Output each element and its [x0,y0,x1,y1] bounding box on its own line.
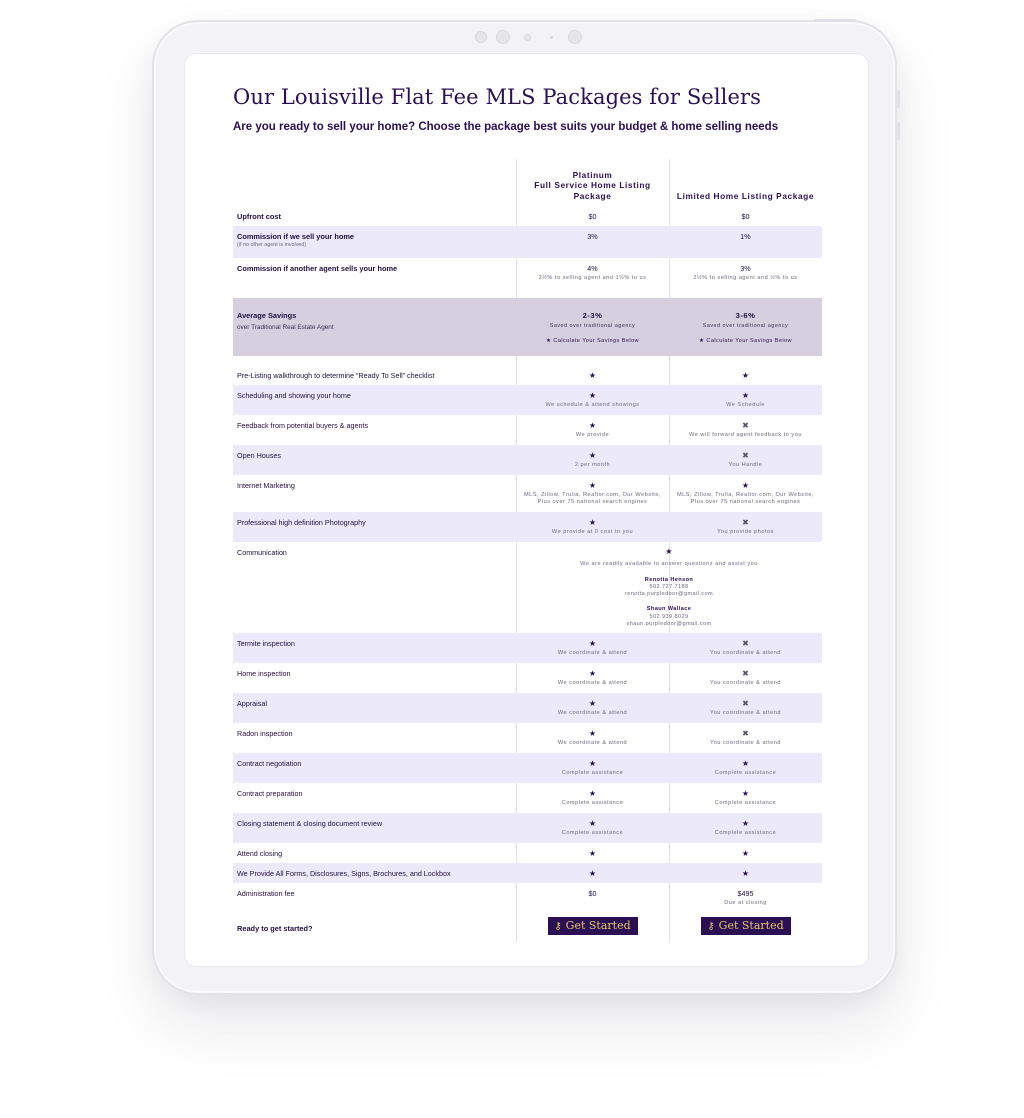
row-label: Internet Marketing [237,481,295,490]
table-row: Feedback from potential buyers & agents ★ We provide ✖ We will forward agent feedback to you [233,415,822,445]
contact-email[interactable]: shaun.purpledoor@gmail.com [626,620,712,627]
x-icon: ✖ [742,639,749,648]
calculate-savings-link[interactable]: ★ Calculate Your Savings Below [699,338,792,345]
star-icon: ★ [588,869,597,878]
star-icon: ★ [588,451,597,460]
star-icon: ★ [588,759,597,768]
x-icon: ✖ [742,421,749,430]
row-label: Contract preparation [237,789,303,798]
communication-row [233,542,822,633]
key-icon: ⚷ [707,921,715,932]
row-label: Average Savings over Traditional Real Estate Agent [237,311,334,332]
cell-value: 4% 2½% to selling agent and 1½% to us [538,264,647,281]
table-row [233,258,822,298]
row-label: Administration fee [237,889,295,898]
x-icon: ✖ [742,729,749,738]
table-row [233,883,822,912]
row-label: Pre-Listing walkthrough to determine “Ready To Sell” checklist [237,371,435,380]
table-row: Closing statement & closing document review ★ Complete assistance ★ Complete assistance [233,813,822,843]
cell-value: $0 [588,212,597,221]
table-header-row [233,159,822,206]
packages-table [233,159,822,942]
tablet-sensor-dot [496,30,510,44]
table-row [233,365,822,385]
star-icon: ★ [588,518,597,527]
tablet-side-button [897,122,900,140]
row-label: Closing statement & closing document review [237,819,383,828]
star-icon: ★ [741,869,750,878]
cta-row [233,912,822,942]
tablet-sensor-dot [568,30,582,44]
table-row: Scheduling and showing your home ★ We schedule & attend showings ★ We Schedule [233,385,822,415]
x-icon: ✖ [742,699,749,708]
page-title: Our Louisville Flat Fee MLS Packages for Sellers [233,85,762,109]
row-label: Home inspection [237,669,291,678]
package-header-platinum: Platinum Full Service Home Listing Package [534,169,651,202]
row-label: Termite inspection [237,639,295,648]
star-icon: ★ [588,669,597,678]
table-row [233,843,822,863]
star-icon: ★ [665,547,673,556]
tablet-frame [152,20,897,995]
x-icon: ✖ [742,518,749,527]
tablet-camera [524,34,531,41]
row-label: Commission if we sell your home (if no other agent is involved) [237,232,355,249]
table-row: Appraisal ★ We coordinate & attend ✖ You coordinate & attend [233,693,822,723]
savings-row [233,298,822,356]
row-label: Open Houses [237,451,281,460]
table-row: Professional high definition Photography ★ We provide at 0 cost to you ✖ You provide photos [233,512,822,542]
star-icon: ★ [741,849,750,858]
table-row: Home inspection ★ We coordinate & attend ✖ You coordinate & attend [233,663,822,693]
row-label: Professional high definition Photography [237,518,366,527]
get-started-button-platinum[interactable]: ⚷ Get Started [548,917,638,935]
cell-value: 2-3% Saved over traditional agency ★ Calculate Your Savings Below [516,298,669,356]
row-label: Contract negotiation [237,759,302,768]
contact-block: ★ We are readily available to answer questions and assist you Renotta Henson 502.727.7188 renotta.purpledoor@gmail.com Shaun Wallace 502.939.8029 shaun.purpledoor@gmail.com [516,542,822,633]
cell-value: 3% [587,232,598,241]
star-icon: ★ [588,371,597,380]
star-icon: ★ [741,789,750,798]
tablet-screen [184,53,869,967]
row-label: Commission if another agent sells your home [237,264,398,273]
star-icon: ★ [741,481,750,490]
star-icon: ★ [699,338,705,345]
contact-name: Shaun Wallace [646,606,692,613]
contact-name: Renotta Henson [644,576,694,583]
tablet-sensor-dot [550,36,553,39]
table-row [233,206,822,226]
star-icon: ★ [588,421,597,430]
cell-value: 3-6% Saved over traditional agency ★ Calculate Your Savings Below [669,298,822,356]
star-icon: ★ [588,729,597,738]
contact-email[interactable]: renotta.purpledoor@gmail.com [624,591,714,598]
star-icon: ★ [588,819,597,828]
tablet-sensor-dot [475,31,487,43]
star-icon: ★ [588,789,597,798]
row-label: Communication [237,548,287,557]
table-row [233,863,822,883]
star-icon: ★ [588,391,597,400]
tablet-side-button [897,90,900,108]
star-icon: ★ [741,371,750,380]
cell-value: 1% [740,232,751,241]
star-icon: ★ [588,699,597,708]
tablet-top-button [814,19,856,22]
table-row: Contract negotiation ★ Complete assistance ★ Complete assistance [233,753,822,783]
get-started-button-limited[interactable]: ⚷ Get Started [701,917,791,935]
cell-value: $495 Due at closing [724,889,767,906]
row-label: We Provide All Forms, Disclosures, Signs, Brochures, and Lockbox [237,869,451,878]
star-icon: ★ [741,391,750,400]
cell-value: $0 [588,889,597,898]
cell-value: $0 [741,212,750,221]
table-row: Contract preparation ★ Complete assistance ★ Complete assistance [233,783,822,813]
star-icon: ★ [588,481,597,490]
x-icon: ✖ [742,669,749,678]
page-subtitle: Are you ready to sell your home? Choose the package best suits your budget & home selling needs [233,121,779,133]
row-label: Ready to get started? [237,924,313,933]
star-icon: ★ [588,639,597,648]
star-icon: ★ [546,338,552,345]
table-row [233,226,822,258]
row-label: Upfront cost [237,212,281,221]
star-icon: ★ [741,759,750,768]
table-row: Open Houses ★ 2 per month ✖ You Handle [233,445,822,475]
row-label: Scheduling and showing your home [237,391,351,400]
contact-phone[interactable]: 502.939.8029 [649,613,689,620]
star-icon: ★ [741,819,750,828]
row-label: Feedback from potential buyers & agents [237,421,369,430]
package-header-limited: Limited Home Listing Package [676,191,815,202]
row-label: Radon inspection [237,729,293,738]
table-row: Internet Marketing ★ MLS, Zillow, Trulia, Realtor.com, Our Website, Plus over 75 national search engines ★ MLS, Zillow, Trulia, Realtor.com, Our Website, Plus over 75 national search engines [233,475,822,512]
row-label: Appraisal [237,699,267,708]
contact-phone[interactable]: 502.727.7188 [649,583,689,590]
row-label: Attend closing [237,849,283,858]
cell-value: 3% 2½% to selling agent and ½% to us [693,264,798,281]
x-icon: ✖ [742,451,749,460]
key-icon: ⚷ [554,921,562,932]
table-row: Radon inspection ★ We coordinate & attend ✖ You coordinate & attend [233,723,822,753]
calculate-savings-link[interactable]: ★ Calculate Your Savings Below [546,338,639,345]
table-row: Termite inspection ★ We coordinate & attend ✖ You coordinate & attend [233,633,822,663]
star-icon: ★ [588,849,597,858]
